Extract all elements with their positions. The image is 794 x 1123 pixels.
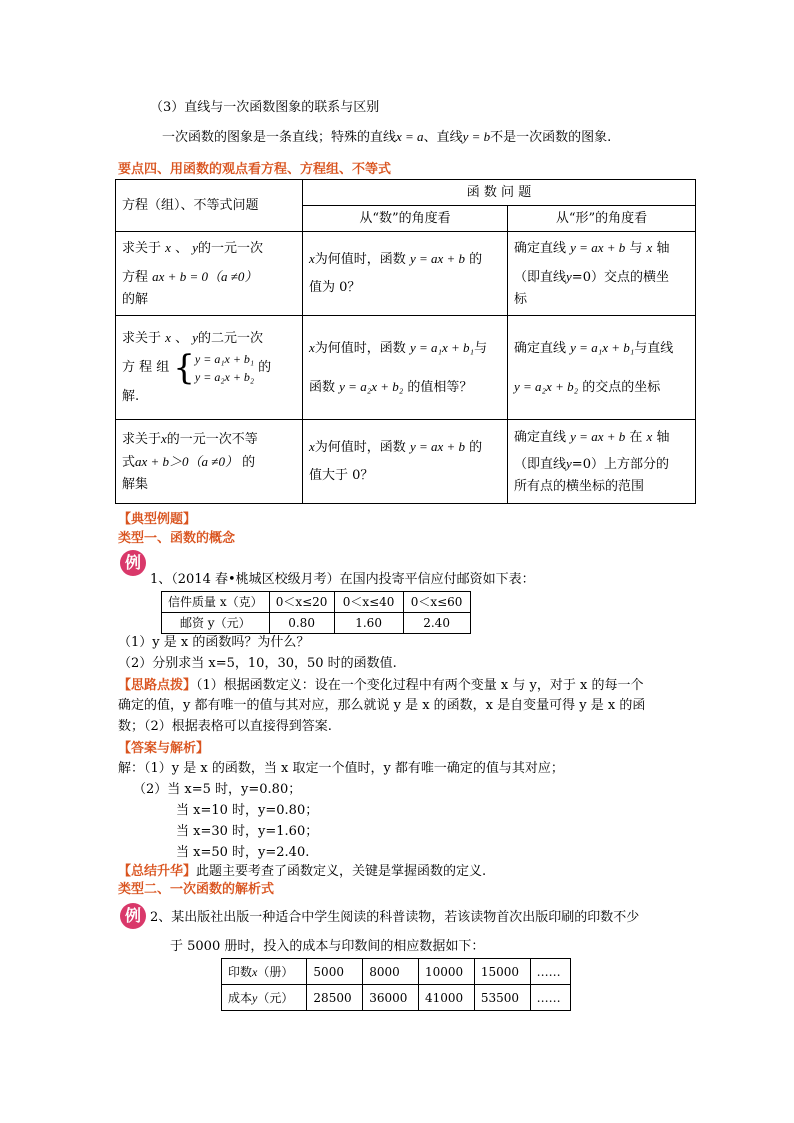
header-function: 函 数 问 题 <box>303 180 696 206</box>
ex1-question: 1、（2014 春•桃城区校级月考）在国内投寄平信应付邮资如下表： <box>150 572 535 587</box>
cell-shape: 确定直线 y = ax + b 在 x 轴 （即直线y=0）上方部分的 所有点的横坐标的范围 <box>508 420 696 504</box>
answer-line: （2）当 x=5 时，y=0.80； <box>133 782 302 797</box>
cell: 2.40 <box>403 613 470 634</box>
cell: 8000 <box>363 959 419 985</box>
cell: 5000 <box>307 959 363 985</box>
hint-line: 确定的值，y 都有唯一的值与其对应，那么就说 y 是 x 的函数，x 是自变量可得 y 是 x 的函 <box>118 698 646 713</box>
hint-line: 数；（2）根据表格可以直接得到答案. <box>118 719 332 734</box>
math-expr: y = b <box>462 129 491 144</box>
answer-line: 当 x=50 时，y=2.40. <box>176 845 310 860</box>
header-shape: 从“形”的角度看 <box>508 206 696 232</box>
cell: …… <box>530 985 570 1011</box>
table-row <box>116 420 696 504</box>
body-text: 、直线 <box>423 130 463 145</box>
ex1-q2: （2）分别求当 x=5，10，30，50 时的函数值. <box>118 656 397 671</box>
cell: 邮资 y（元） <box>162 613 270 634</box>
cell-number: x为何值时，函数 y = ax + b 的 值大于 0？ <box>303 420 508 504</box>
cell: 0＜x≤40 <box>334 592 403 613</box>
math-expr: x = a <box>396 129 424 144</box>
hint-line: 【思路点拨】（1）根据函数定义：设在一个变化过程中有两个变量 x 与 y，对于 x 的每一个 <box>118 677 644 693</box>
cell: 10000 <box>419 959 475 985</box>
example-badge: 例 <box>120 903 146 929</box>
ex2-question: 于 5000 册时，投入的成本与印数间的相应数据如下： <box>170 939 485 954</box>
cell: 成本y（元） <box>222 985 307 1011</box>
cell: 0＜x≤20 <box>269 592 334 613</box>
body-text: 不是一次函数的图象. <box>490 130 612 145</box>
cell: 信件质量 x（克） <box>162 592 270 613</box>
cell: 0.80 <box>269 613 334 634</box>
comparison-table <box>115 179 696 504</box>
cell-shape: 确定直线 y = ax + b 与 x 轴 （即直线y=0）交点的横坐 标 <box>508 232 696 316</box>
section-heading: （3）直线与一次函数图象的联系与区别 <box>150 100 380 115</box>
typical-examples-title: 【典型例题】 <box>118 511 197 526</box>
cell: 15000 <box>474 959 530 985</box>
cell: 53500 <box>474 985 530 1011</box>
table-row <box>116 316 696 420</box>
cell-number: x为何值时，函数 y = a₁x + b₁与 函数 y = a₂x + b₂ 的值相等？ <box>303 316 508 420</box>
summary-label: 【总结升华】 <box>118 863 197 878</box>
type2-title: 类型二、一次函数的解析式 <box>118 881 275 896</box>
hint-label: 【思路点拨】 <box>118 677 197 692</box>
cell: 印数x（册） <box>222 959 307 985</box>
type1-title: 类型一、函数的概念 <box>118 530 236 545</box>
cell-problem: 求关于 x 、 y的一元一次 方程 ax + b = 0（a ≠0） 的解 <box>116 232 303 316</box>
answer-label: 【答案与解析】 <box>118 740 210 755</box>
section-body <box>162 128 611 147</box>
cell: 28500 <box>307 985 363 1011</box>
cell-number: x为何值时，函数 y = ax + b 的 值为 0？ <box>303 232 508 316</box>
point4-title: 要点四、用函数的观点看方程、方程组、不等式 <box>118 161 392 176</box>
answer-line: 当 x=30 时，y=1.60； <box>176 824 319 839</box>
cell: …… <box>530 959 570 985</box>
answer-line: 当 x=10 时，y=0.80； <box>176 803 319 818</box>
cell: 36000 <box>363 985 419 1011</box>
answer-line: 解：（1）y 是 x 的函数，当 x 取定一个值时，y 都有唯一确定的值与其对应； <box>118 761 564 776</box>
cost-table <box>221 958 571 1011</box>
postage-table <box>161 591 471 634</box>
table-row <box>116 232 696 316</box>
cell: 41000 <box>419 985 475 1011</box>
ex2-question: 2、某出版社出版一种适合中学生阅读的科普读物，若该读物首次出版印刷的印数不少 <box>150 910 640 925</box>
ex1-q1: （1）y 是 x 的函数吗？为什么？ <box>118 635 310 650</box>
cell: 0＜x≤60 <box>403 592 470 613</box>
brace-symbol: { <box>173 348 195 388</box>
cell-shape: 确定直线 y = a₁x + b₁与直线 y = a₂x + b₂ 的交点的坐标 <box>508 316 696 420</box>
example-badge: 例 <box>120 550 146 576</box>
header-number: 从“数”的角度看 <box>303 206 508 232</box>
summary-line: 【总结升华】此题主要考查了函数定义，关键是掌握函数的定义. <box>118 863 487 879</box>
cell-problem: 求关于 x 、 y的二元一次 方 程 组 { y = a₁x + b₁ y = a₂x + b₂ 的 解. <box>116 316 303 420</box>
header-problem: 方程（组）、不等式问题 <box>116 180 303 232</box>
body-text: 一次函数的图象是一条直线；特殊的直线 <box>162 130 397 145</box>
cell: 1.60 <box>334 613 403 634</box>
cell-problem: 求关于x的一元一次不等 式ax + b＞0（a ≠0） 的 解集 <box>116 420 303 504</box>
